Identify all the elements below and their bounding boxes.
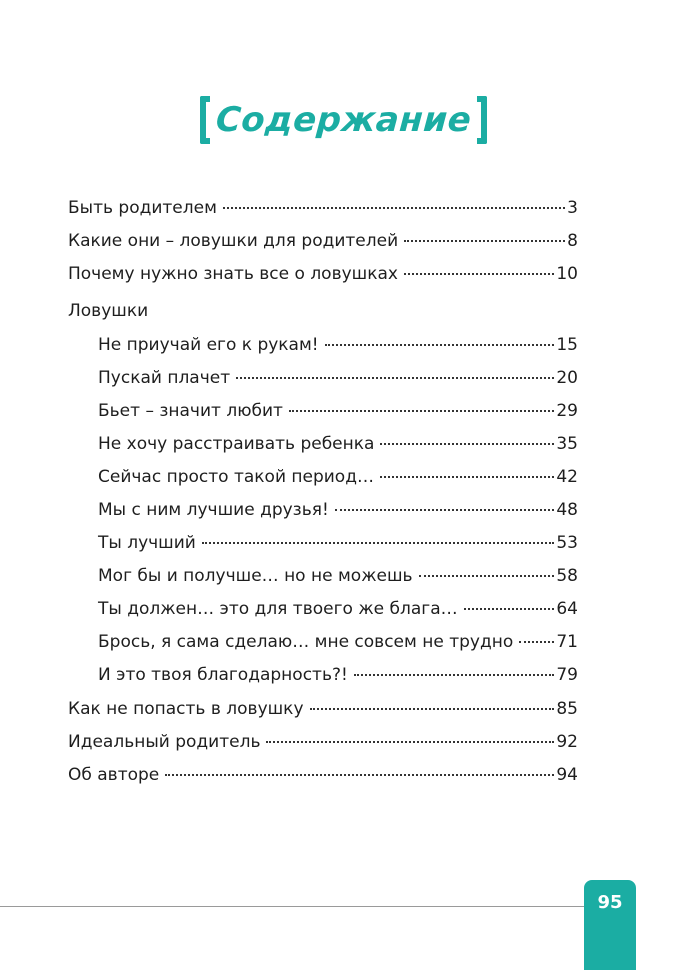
toc-entry-page: 8 [567,231,578,251]
toc-entry-label: Пускай плачет [98,368,231,388]
dot-leader [464,608,555,610]
toc-entry-page: 3 [567,198,578,218]
toc-entry[interactable] [68,764,578,786]
toc-entry-label: Как не попасть в ловушку [68,699,304,719]
left-bracket-icon [200,96,210,144]
toc-entry-page: 53 [556,533,578,553]
toc-entry-page: 20 [556,368,578,388]
dot-leader [519,641,554,643]
toc-section-label: Ловушки [68,301,149,321]
toc-sub-entry[interactable] [98,532,578,554]
dot-leader [266,741,554,743]
toc-sub-entry[interactable] [98,499,578,521]
page-title: Содержание [214,100,473,140]
toc-entry-label: Быть родителем [68,198,217,218]
toc-sub-entry[interactable] [98,664,578,686]
toc-sub-entry[interactable] [98,598,578,620]
toc-entry[interactable] [68,197,578,219]
toc-entry-page: 94 [556,765,578,785]
toc-entry-label: Мог бы и получше… но не можешь [98,566,413,586]
dot-leader [165,774,554,776]
toc-entry-page: 85 [556,699,578,719]
toc-entry[interactable] [68,263,578,285]
toc-sub-entry[interactable] [98,367,578,389]
footer-divider [0,906,584,907]
dot-leader [380,443,554,445]
toc-entry-label: Не приучай его к рукам! [98,335,319,355]
toc-entry-label: Сейчас просто такой период… [98,467,374,487]
toc-entry-page: 64 [556,599,578,619]
right-bracket-icon [477,96,487,144]
toc-sub-entry[interactable] [98,400,578,422]
dot-leader [404,273,554,275]
toc-entry-page: 48 [556,500,578,520]
toc-entry-label: Почему нужно знать все о ловушках [68,264,398,284]
dot-leader [354,674,555,676]
toc-sub-entry[interactable] [98,631,578,653]
dot-leader [223,207,565,209]
page-number-tab [584,880,636,970]
toc-entry-label: Мы с ним лучшие друзья! [98,500,329,520]
toc-entry-label: И это твоя благодарность?! [98,665,348,685]
dot-leader [404,240,565,242]
toc-entry-label: Бьет – значит любит [98,401,283,421]
toc-sub-entry[interactable] [98,433,578,455]
dot-leader [289,410,554,412]
toc-entry-label: Ты должен… это для твоего же блага… [98,599,458,619]
dot-leader [310,708,555,710]
toc-entry-page: 35 [556,434,578,454]
page-number: 95 [597,892,623,913]
toc-entry-label: Не хочу расстраивать ребенка [98,434,375,454]
dot-leader [202,542,555,544]
contents-heading [0,96,687,166]
dot-leader [419,575,555,577]
toc-entry[interactable] [68,230,578,252]
dot-leader [335,509,555,511]
toc-entry-label: Какие они – ловушки для родителей [68,231,399,251]
toc-entry-page: 79 [556,665,578,685]
toc-entry-label: Идеальный родитель [68,732,261,752]
toc-entry-label: Брось, я сама сделаю… мне совсем не трудно [98,632,514,652]
toc-sub-entry[interactable] [98,466,578,488]
toc-sub-entry[interactable] [98,565,578,587]
toc-entry-page: 42 [556,467,578,487]
toc-entry-page: 15 [556,335,578,355]
toc-entry-page: 29 [556,401,578,421]
toc-entry-label: Ты лучший [98,533,196,553]
dot-leader [380,476,554,478]
toc-entry-page: 71 [556,632,578,652]
toc-entry-page: 92 [556,732,578,752]
toc-entry-page: 10 [556,264,578,284]
toc-entry-page: 58 [556,566,578,586]
toc-entry[interactable] [68,698,578,720]
dot-leader [325,344,555,346]
toc-entry[interactable] [68,731,578,753]
toc-entry-label: Об авторе [68,765,160,785]
toc-sub-entry[interactable] [98,334,578,356]
dot-leader [236,377,554,379]
